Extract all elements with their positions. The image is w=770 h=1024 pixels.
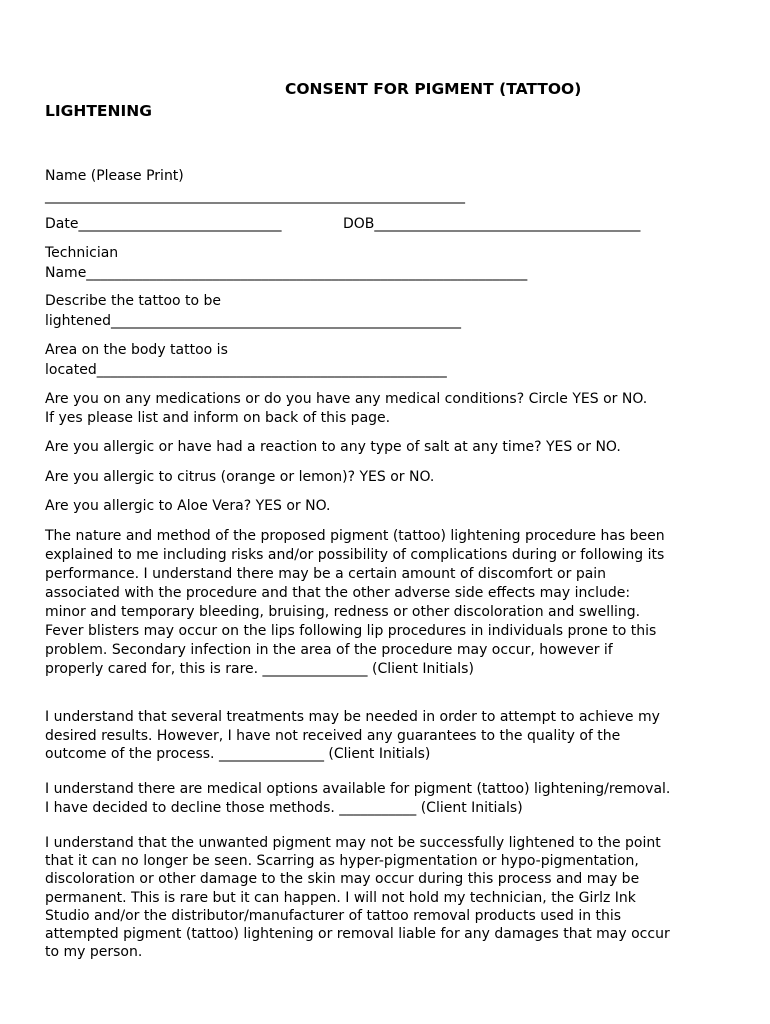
paragraph-line: I understand that several treatments may be needed in order to attempt to achieve my <box>45 709 660 725</box>
describe-field[interactable]: lightened__________________________________________________ <box>45 313 462 329</box>
paragraph-line: I understand that the unwanted pigment may not be successfully lightened to the point <box>45 835 661 851</box>
nature-paragraph <box>45 527 735 679</box>
date-field[interactable]: Date_____________________________ <box>45 216 282 232</box>
client-initials-line[interactable]: I have decided to decline those methods. ___________ (Client Initials) <box>45 799 523 816</box>
name-field[interactable]: ____________________________________________________________ <box>45 188 465 204</box>
paragraph-line: permanent. This is rare but it can happen. I will not hold my technician, the Girlz Ink <box>45 889 636 906</box>
salt-allergy-question: Are you allergic or have had a reaction to any type of salt at any time? YES or NO. <box>45 439 621 455</box>
unwanted-pigment-paragraph <box>45 834 735 961</box>
paragraph-line: associated with the procedure and that the other adverse side effects may include: <box>45 585 631 601</box>
citrus-allergy-question: Are you allergic to citrus (orange or lemon)? YES or NO. <box>45 469 435 485</box>
paragraph-line: Fever blisters may occur on the lips following lip procedures in individuals prone to this <box>45 623 657 639</box>
medications-question: Are you on any medications or do you have any medical conditions? Circle YES or NO. <box>45 391 648 407</box>
paragraph-line: performance. I understand there may be a certain amount of discomfort or pain <box>45 566 607 582</box>
paragraph-line: I understand there are medical options available for pigment (tattoo) lightening/removal. <box>45 781 671 797</box>
area-label: Area on the body tattoo is <box>45 342 228 358</box>
paragraph-line: problem. Secondary infection in the area of the procedure may occur, however if <box>45 642 613 658</box>
name-label: Name (Please Print) <box>45 168 184 184</box>
dob-field[interactable]: DOB______________________________________ <box>343 216 641 232</box>
area-field[interactable]: located__________________________________________________ <box>45 362 447 378</box>
paragraph-line: that it can no longer be seen. Scarring as hyper-pigmentation or hypo-pigmentation, <box>45 853 639 870</box>
paragraph-line: discoloration or other damage to the skin may occur during this process and may be <box>45 871 640 888</box>
paragraph-line: desired results. However, I have not received any guarantees to the quality of the <box>45 727 621 744</box>
treatments-paragraph <box>45 708 735 764</box>
paragraph-line: minor and temporary bleeding, bruising, redness or other discoloration and swelling. <box>45 604 641 620</box>
options-paragraph <box>45 780 735 817</box>
aloe-allergy-question: Are you allergic to Aloe Vera? YES or NO. <box>45 498 331 514</box>
technician-name-field[interactable]: Name_______________________________________________________________ <box>45 265 528 281</box>
client-initials-line[interactable]: outcome of the process. _______________ (Client Initials) <box>45 746 431 762</box>
form-title: CONSENT FOR PIGMENT (TATTOO) <box>285 80 582 98</box>
form-title-continued: LIGHTENING <box>45 102 152 120</box>
client-initials-line[interactable]: properly cared for, this is rare. _______________ (Client Initials) <box>45 661 474 677</box>
paragraph-line: The nature and method of the proposed pigment (tattoo) lightening procedure has been <box>45 528 665 544</box>
paragraph-line: attempted pigment (tattoo) lightening or removal liable for any damages that may occur <box>45 926 670 943</box>
paragraph-line: Studio and/or the distributor/manufacturer of tattoo removal products used in this <box>45 907 622 924</box>
paragraph-line: to my person. <box>45 944 143 961</box>
paragraph-line: explained to me including risks and/or possibility of complications during or following its <box>45 547 665 563</box>
describe-label: Describe the tattoo to be <box>45 293 222 309</box>
technician-label: Technician <box>45 245 119 261</box>
medications-question-note: If yes please list and inform on back of this page. <box>45 410 391 426</box>
